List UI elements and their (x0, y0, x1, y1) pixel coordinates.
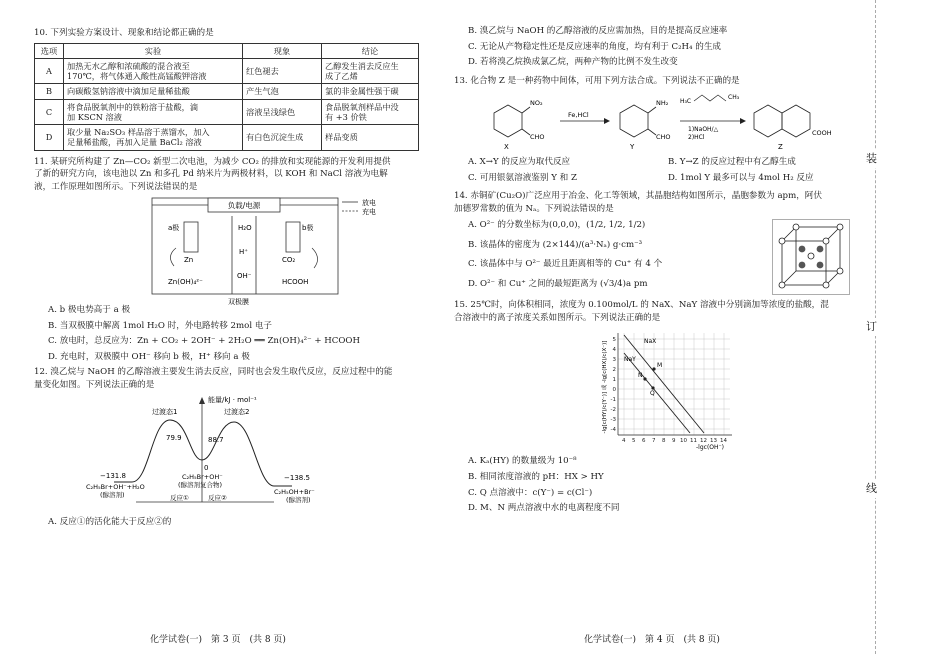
copper-ion (799, 262, 806, 269)
q11-stem-line: 了新的研究方向，该电池以 Zn 和多孔 Pd 纳米片为两极材料，以 KOH 和 NaCl 溶液为电解 (34, 169, 388, 180)
energy-profile-diagram (74, 392, 374, 512)
left-note-label: (醇溶剂) (100, 491, 125, 500)
q13-option-b: B. Y→Z 的反应过程中有乙醇生成 (668, 156, 796, 167)
table-cell-option: A (35, 58, 64, 84)
question-10 (34, 28, 432, 151)
zn-label: Zn (184, 255, 194, 264)
col-header-phenomenon: 现象 (243, 43, 322, 58)
compound-x-label: X (504, 142, 509, 151)
q11-stem-line: 液，工作原理如图所示。下列说法错误的是 (34, 182, 198, 193)
left-page-footer: 化学试卷(一) 第 3 页 (共 8 页) (150, 634, 286, 645)
a-pole-label: a极 (168, 223, 180, 232)
svg-text:14: 14 (720, 438, 727, 445)
table-row (35, 125, 419, 151)
reagent-label: 1)NaOH/△ (688, 125, 719, 133)
table-row (35, 58, 419, 84)
q14-stem-line: 14. 赤铜矿(Cu₂O)广泛应用于冶金、化工等领域，其晶胞结构如图所示，晶胞参数为 apm，阿伏 (454, 191, 822, 202)
table-cell-conclusion: 样品变质 (322, 125, 419, 151)
svg-text:1: 1 (612, 377, 616, 384)
point-n-label: N (638, 372, 643, 380)
q11-option-b: B. 当双极膜中解离 1mol H₂O 时，外电路转移 2mol 电子 (48, 320, 273, 331)
ethyl-label: CH₃ (728, 93, 740, 101)
zincate-label: Zn(OH)₄²⁻ (168, 277, 203, 286)
x-axis-label: -lgc(OH⁻) (696, 444, 725, 452)
oxide-ion (808, 253, 814, 259)
bond (522, 107, 530, 113)
table-cell-phenomenon: 有白色沉淀生成 (243, 125, 322, 151)
oxide-ion (823, 238, 829, 244)
intermediate-energy-label: 0 (204, 464, 209, 473)
left-page (34, 26, 432, 532)
q14-option-a: A. O²⁻ 的分数坐标为(0,0,0)，(1/2, 1/2, 1/2) (468, 219, 646, 230)
svg-text:-4: -4 (610, 427, 616, 434)
svg-text:3: 3 (612, 357, 616, 364)
y-axis-label: -lg[c(HY)/c(Y⁻)] 或 -lg[c(HX)/c(X⁻)] (602, 340, 608, 434)
svg-text:12: 12 (700, 438, 707, 445)
q14-option-d: D. O²⁻ 和 Cu⁺ 之间的最短距离为 (√3/4)a pm (468, 279, 648, 290)
nax-label: NaX (644, 338, 657, 346)
zn-electrode (184, 222, 198, 252)
svg-text:8: 8 (662, 438, 666, 445)
titration-chart (600, 325, 760, 451)
table-cell-conclusion (322, 58, 419, 84)
b-pole-label: b极 (302, 223, 314, 232)
svg-text:-1: -1 (610, 397, 616, 404)
q10-stem: 10. 下列实验方案设计、现象和结论都正确的是 (34, 28, 214, 38)
svg-text:6: 6 (642, 438, 646, 445)
q14-option-c: C. 该晶体中与 O²⁻ 最近且距离相等的 Cu⁺ 有 4 个 (468, 259, 663, 270)
gutter-label-zhuang: 装 (866, 150, 877, 168)
gutter-label-xian: 线 (866, 480, 877, 498)
arrowhead-icon (604, 118, 610, 124)
crystal-cell-diagram (772, 219, 850, 295)
question-13 (454, 76, 848, 183)
table-cell-phenomenon: 溶液呈浅绿色 (243, 99, 322, 125)
bond (648, 107, 656, 113)
svg-text:4: 4 (622, 438, 626, 445)
point-m-label: M (657, 362, 663, 370)
cell-line: 成了乙烯 (325, 71, 358, 82)
nay-label: NaY (624, 356, 636, 364)
y-tick-labels (611, 337, 617, 433)
bond (522, 129, 530, 135)
point-m (652, 368, 655, 371)
benzene-ring-y (620, 105, 648, 137)
charge-label: 充电 (362, 207, 376, 216)
svg-text:7: 7 (652, 438, 656, 445)
question-11 (34, 157, 432, 363)
benzene-ring-z (754, 105, 782, 137)
svg-text:11: 11 (690, 438, 697, 445)
pyridine-ring-z (782, 105, 810, 137)
q15-stem-line: 合溶液中的离子浓度关系如图所示。下列说法正确的是 (454, 312, 661, 323)
curved-arrow-icon (312, 248, 318, 268)
q11-option-d: D. 充电时，双极膜中 OH⁻ 移向 b 极，H⁺ 移向 a 极 (48, 352, 250, 363)
copper-ion (817, 262, 824, 269)
intermediate-species-label: C₂H₅Br+OH⁻ (182, 473, 223, 482)
oxide-ion (837, 224, 843, 230)
amino-label: NH₂ (656, 98, 669, 107)
table-header-row (35, 43, 419, 58)
reagent-label: Fe,HCl (568, 110, 589, 119)
gutter-label-ding: 订 (866, 318, 877, 336)
q11-stem-line: 11. 某研究所构建了 Zn—CO₂ 新型二次电池，为减少 CO₂ 的排放和实现能源的开发利用提供 (34, 156, 391, 167)
pd-electrode (286, 222, 300, 252)
q13-stem: 13. 化合物 Z 是一种药物中间体，可用下列方法合成。下列说法不正确的是 (454, 76, 740, 87)
ts2-energy-label: 88.7 (208, 436, 224, 445)
arrowhead-icon (740, 118, 746, 124)
svg-text:-3: -3 (610, 417, 616, 424)
ts2-label: 过渡态2 (224, 408, 250, 417)
nitro-label: NO₂ (530, 98, 543, 107)
table-cell-experiment (64, 58, 243, 84)
q12-stem-line: 12. 溴乙烷与 NaOH 的乙醇溶液主要发生消去反应，同时也会发生取代反应，反应过程中的能 (34, 366, 393, 377)
q15-option-c: C. Q 点溶液中：c(Y⁻) = c(Cl⁻) (468, 487, 593, 498)
table-row (35, 84, 419, 99)
benzene-ring-x (494, 105, 522, 137)
experiment-table (34, 43, 419, 151)
cell-line: 乙醇发生消去反应生 (325, 60, 399, 71)
cell-line: 食品脱氧剂样品中没 (325, 101, 399, 112)
q12-option-c: C. 无论从产物稳定性还是反应速率的角度，均有利于 C₂H₄ 的生成 (468, 41, 722, 52)
q12-stem-line: 量变化如图。下列说法正确的是 (34, 379, 155, 390)
oxide-ion (793, 224, 799, 230)
question-12 (34, 367, 432, 528)
aldehyde-label: CHO (656, 132, 671, 141)
q12-option-d: D. 若将溴乙烷换成氯乙烷，两种产物的比例不发生改变 (468, 57, 678, 68)
methyl-label: H₃C (680, 97, 692, 105)
right-note-label: (醇溶剂) (286, 496, 311, 505)
left-species-label: C₂H₅Br+OH⁻+H₂O (86, 483, 145, 492)
ts1-label: 过渡态1 (152, 408, 178, 417)
svg-text:9: 9 (672, 438, 676, 445)
q15-option-a: A. Kₐ(HY) 的数量级为 10⁻⁸ (468, 456, 577, 467)
q15-option-d: D. M、N 两点溶液中水的电离程度不同 (468, 503, 620, 514)
table-cell-option: D (35, 125, 64, 151)
table-cell-experiment: 向碳酸氢钠溶液中滴加足量稀盐酸 (64, 84, 243, 99)
q15-option-b: B. 相同浓度溶液的 pH：HX > HY (468, 472, 604, 483)
right-energy-label: −138.5 (284, 474, 310, 483)
h-plus-label: H⁺ (239, 247, 248, 256)
hcooh-label: HCOOH (282, 277, 309, 286)
svg-text:4: 4 (612, 347, 616, 354)
svg-text:13: 13 (710, 438, 717, 445)
q13-options-row2 (468, 173, 848, 184)
ester-chain (694, 95, 726, 101)
cell-line: 足量稀盐酸，再加入足量 BaCl₂ 溶液 (67, 137, 202, 148)
col-header-option: 选项 (35, 43, 64, 58)
copper-ion (799, 246, 806, 253)
q11-option-a: A. b 极电势高于 a 极 (48, 304, 131, 315)
q11-option-c: C. 放电时，总反应为：Zn + CO₂ + 2OH⁻ + 2H₂O ══ Zn(OH)₄²⁻ + HCOOH (48, 336, 360, 347)
cell-line: 170℃，将气体通入酸性高锰酸钾溶液 (67, 71, 207, 82)
svg-text:5: 5 (612, 337, 616, 344)
bond (648, 129, 656, 135)
aldehyde-label: CHO (530, 132, 545, 141)
curved-arrow-icon (170, 248, 176, 266)
cell-line: 加 KSCN 溶液 (67, 111, 122, 122)
q12-option-a: A. 反应①的活化能大于反应②的 (48, 517, 172, 528)
reaction1-label: 反应① (170, 494, 189, 503)
table-cell-option: B (35, 84, 64, 99)
right-page (454, 26, 848, 518)
cell-line: 加热无水乙醇和浓硫酸的混合液至 (67, 60, 190, 71)
point-q-label: Q (650, 390, 655, 398)
q13-options-row1 (468, 157, 848, 168)
left-energy-label: −131.8 (100, 472, 126, 481)
energy-axis-label: 能量/kJ · mol⁻¹ (208, 396, 257, 405)
oxide-ion (779, 282, 785, 288)
q13-option-a: A. X→Y 的反应为取代反应 (468, 156, 571, 167)
oh-minus-label: OH⁻ (237, 271, 252, 280)
oxide-ion (779, 238, 785, 244)
carboxyl-label: COOH (812, 128, 832, 137)
water-label: H₂O (238, 223, 252, 232)
q14-stem-line: 加德罗常数的值为 Nₐ。下列说法错误的是 (454, 204, 614, 215)
svg-text:2: 2 (612, 367, 616, 374)
point-n (643, 378, 646, 381)
cell-line: 有 +3 价铁 (325, 111, 367, 122)
question-15 (454, 300, 848, 514)
q15-stem-line: 15. 25℃时，向体积相同，浓度为 0.100mol/L 的 NaX、NaY 溶液中分别滴加等浓度的盐酸，混 (454, 299, 829, 310)
load-label: 负载/电源 (227, 200, 261, 210)
table-cell-experiment (64, 99, 243, 125)
reaction2-label: 反应② (208, 494, 227, 503)
ts1-energy-label: 79.9 (166, 434, 182, 443)
compound-z-label: Z (778, 142, 783, 151)
question-14 (454, 191, 848, 289)
right-page-footer: 化学试卷(一) 第 4 页 (共 8 页) (584, 634, 720, 645)
co2-label: CO₂ (282, 255, 296, 264)
table-cell-experiment (64, 125, 243, 151)
membrane-label: 双极膜 (228, 297, 249, 306)
q13-option-d: D. 1mol Y 最多可以与 4mol H₂ 反应 (668, 172, 814, 183)
col-header-conclusion: 结论 (322, 43, 419, 58)
table-cell-conclusion: 氯的非金属性强于碳 (322, 84, 419, 99)
battery-diagram (146, 196, 406, 306)
axis-arrow-icon (199, 397, 205, 404)
q13-option-c: C. 可用银氨溶液鉴别 Y 和 Z (468, 172, 577, 183)
reagent-label: 2)HCl (688, 133, 705, 141)
col-header-experiment: 实验 (64, 43, 243, 58)
question-12-continued (454, 26, 848, 68)
synthesis-scheme (474, 91, 834, 153)
table-cell-conclusion (322, 99, 419, 125)
table-cell-phenomenon: 产生气泡 (243, 84, 322, 99)
copper-ion (817, 246, 824, 253)
table-cell-option: C (35, 99, 64, 125)
table-row (35, 99, 419, 125)
svg-text:10: 10 (680, 438, 687, 445)
cell-line: 将食品脱氧剂中的铁粉溶于盐酸，滴 (67, 101, 199, 112)
oxide-ion (823, 282, 829, 288)
intermediate-note-label: (醇溶剂复合物) (178, 481, 223, 490)
discharge-label: 放电 (362, 198, 376, 207)
table-cell-phenomenon: 红色褪去 (243, 58, 322, 84)
svg-text:5: 5 (632, 438, 636, 445)
right-species-label: C₂H₅OH+Br⁻ (274, 488, 315, 497)
q12-option-b: B. 溴乙烷与 NaOH 的乙醇溶液的反应需加热，目的是提高反应速率 (468, 26, 728, 36)
cell-line: 取少量 Na₂SO₃ 样品溶于蒸馏水，加入 (67, 127, 210, 138)
compound-y-label: Y (630, 142, 635, 151)
oxide-ion (837, 268, 843, 274)
svg-text:0: 0 (612, 387, 616, 394)
svg-text:-2: -2 (610, 407, 616, 414)
q14-option-b: B. 该晶体的密度为 (2×144)/(a³·Nₐ) g·cm⁻³ (468, 239, 643, 250)
